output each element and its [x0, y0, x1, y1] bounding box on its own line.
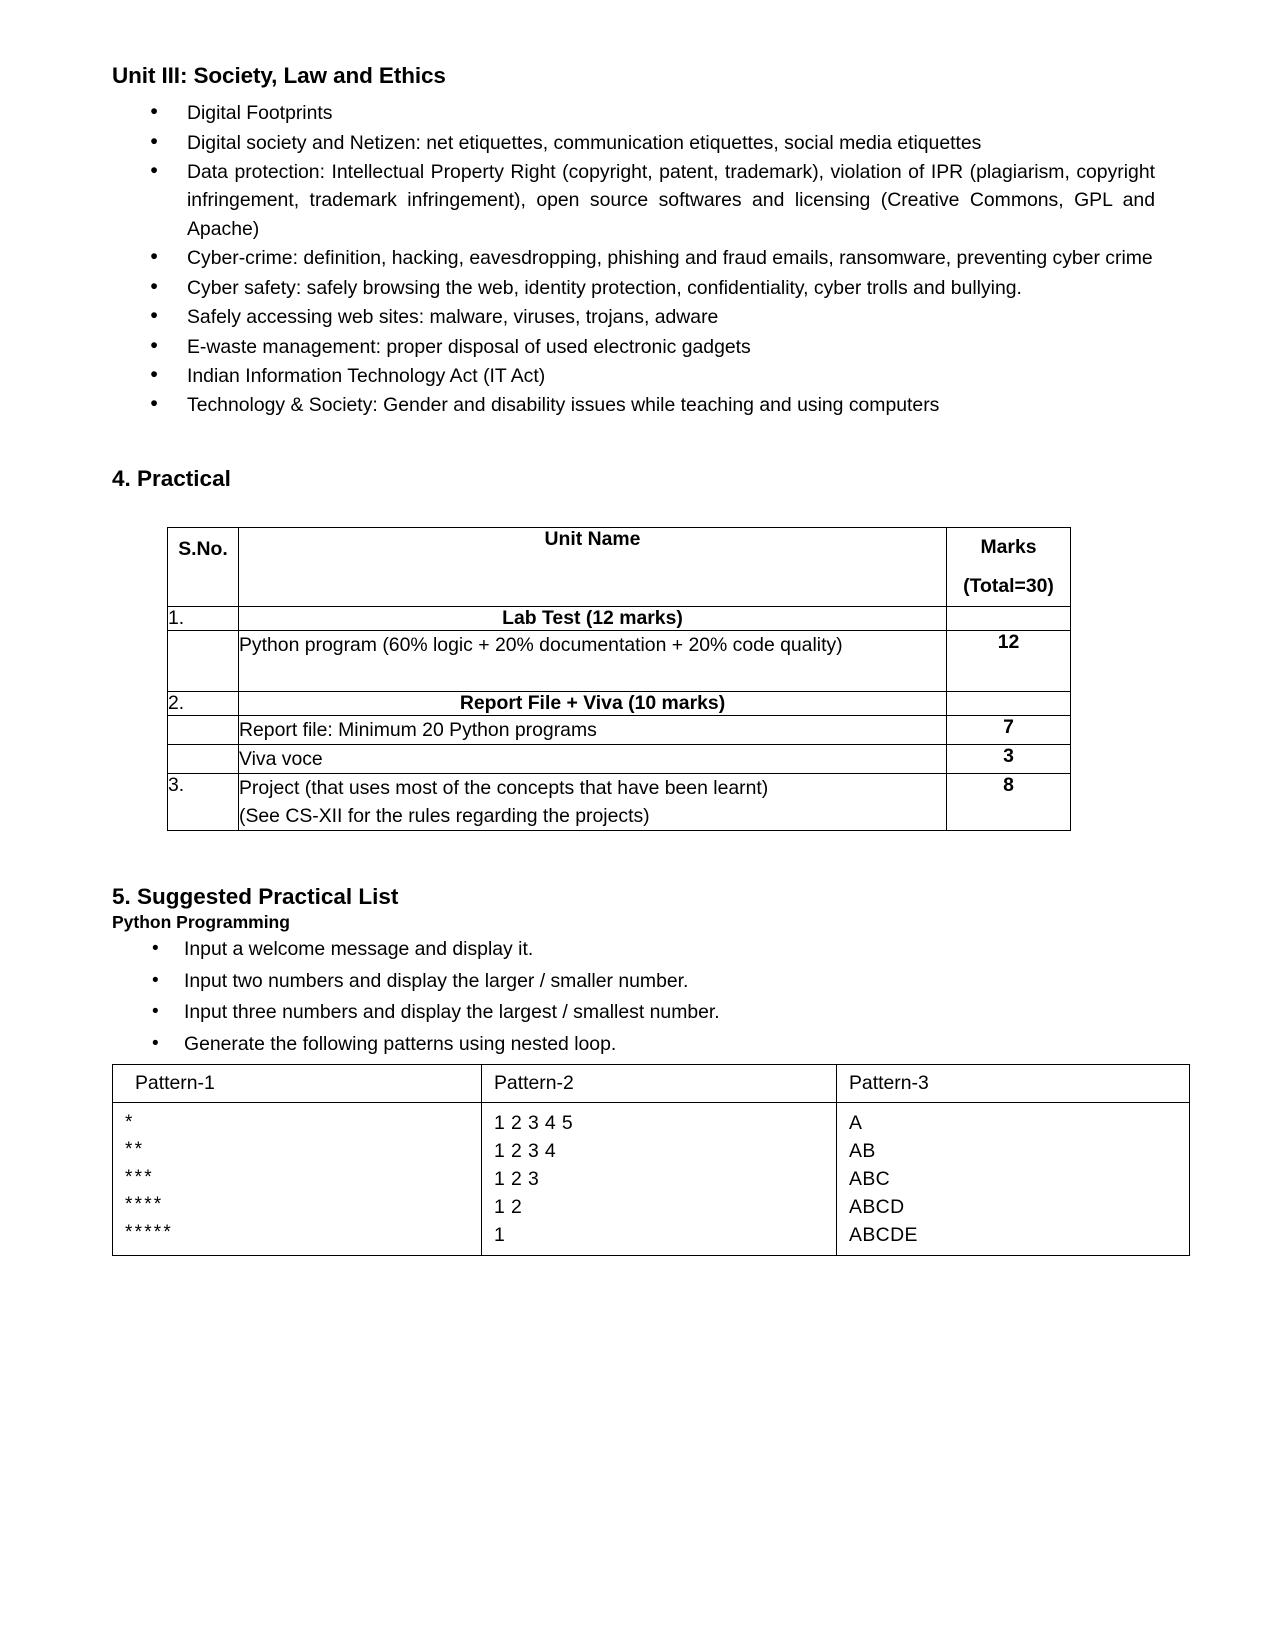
project-line-1: Project (that uses most of the concepts that have been learnt): [239, 776, 769, 799]
pattern-line: 1 2: [494, 1196, 523, 1219]
marks-label: Marks: [980, 535, 1037, 558]
cell-sno: [168, 715, 239, 744]
pattern-line: *****: [125, 1221, 173, 1243]
project-line-2: (See CS-XII for the rules regarding the projects): [239, 804, 650, 827]
list-item: ● Cyber safety: safely browsing the web, identity protection, confidentiality, cyber trolls and bullying.: [112, 274, 1155, 302]
pattern-line: ABC: [849, 1167, 891, 1190]
suggested-subheading: Python Programming: [112, 912, 290, 933]
pattern-body-row: [113, 1102, 1190, 1256]
table-row: [168, 691, 1071, 715]
list-item: ● Digital society and Netizen: net etiquettes, communication etiquettes, social media etiquettes: [112, 129, 1155, 157]
pattern-line: *: [125, 1111, 135, 1133]
cell-sno: 1.: [168, 606, 239, 630]
pattern-line: **: [125, 1139, 145, 1161]
cell-marks: 7: [947, 715, 1071, 744]
list-item: • Input a welcome message and display it.: [112, 934, 1155, 965]
unit-heading: Unit III: Society, Law and Ethics: [112, 63, 446, 88]
pattern-line: ABCD: [849, 1196, 905, 1219]
cell-sno: [168, 630, 239, 691]
spacer: [112, 493, 1155, 527]
pattern-line: 1 2 3 4: [494, 1139, 557, 1162]
list-item: ● Cyber-crime: definition, hacking, eavesdropping, phishing and fraud emails, ransomware, preventing cyber crime: [112, 244, 1155, 272]
list-item: • Generate the following patterns using nested loop.: [112, 1029, 1155, 1060]
cell-group-title: Lab Test (12 marks): [239, 606, 947, 630]
list-item: ● Digital Footprints: [112, 99, 1155, 127]
cell-marks: 12: [947, 630, 1071, 691]
practical-marks-table: [167, 527, 1071, 831]
list-item: • Input two numbers and display the larger / smaller number.: [112, 966, 1155, 997]
marks-total-label: (Total=30): [963, 574, 1054, 597]
pattern-header-row: [113, 1064, 1190, 1102]
unit-bullet-list: [112, 99, 1155, 420]
table-row: [168, 606, 1071, 630]
table-row: [168, 744, 1071, 773]
pattern-header-3: Pattern-3: [837, 1064, 1190, 1102]
pattern-line: 1 2 3: [494, 1167, 540, 1190]
pattern-line: 1 2 3 4 5: [494, 1111, 574, 1134]
cell-sno: 3.: [168, 773, 239, 830]
suggested-practical-list: [112, 934, 1155, 1060]
table-row: [168, 715, 1071, 744]
pattern-2-lines: [494, 1109, 830, 1250]
suggested-heading: 5. Suggested Practical List: [112, 884, 399, 910]
table-row: [168, 773, 1071, 830]
pattern-line: ABCDE: [849, 1224, 918, 1247]
pattern-line: A: [849, 1111, 863, 1134]
pattern-3-lines: [849, 1109, 1183, 1250]
cell-marks: [947, 691, 1071, 715]
cell-group-title: Report File + Viva (10 marks): [239, 691, 947, 715]
pattern-cell-3: [837, 1102, 1190, 1256]
cell-project: [239, 773, 947, 830]
pattern-table: [112, 1064, 1190, 1257]
list-item: ● Indian Information Technology Act (IT Act): [112, 362, 1155, 390]
pattern-line: ****: [125, 1194, 164, 1216]
pattern-line: ***: [125, 1166, 154, 1188]
header-cell-sno: S.No.: [168, 527, 239, 606]
header-cell-marks: [947, 527, 1071, 606]
practical-heading: 4. Practical: [112, 465, 231, 491]
cell-item-text: Python program (60% logic + 20% documentation + 20% code quality): [239, 630, 947, 691]
pattern-1-lines: [125, 1109, 475, 1247]
cell-item-text: Report file: Minimum 20 Python programs: [239, 715, 947, 744]
table-header-row: [168, 527, 1071, 606]
cell-sno: [168, 744, 239, 773]
list-item: • Input three numbers and display the largest / smallest number.: [112, 997, 1155, 1028]
cell-item-text: Viva voce: [239, 744, 947, 773]
list-item: ● Safely accessing web sites: malware, viruses, trojans, adware: [112, 303, 1155, 331]
header-cell-unit-name: Unit Name: [239, 527, 947, 606]
cell-marks: [947, 606, 1071, 630]
cell-marks: 3: [947, 744, 1071, 773]
table-row: [168, 630, 1071, 691]
pattern-cell-2: [482, 1102, 837, 1256]
pattern-line: 1: [494, 1224, 506, 1247]
pattern-line: AB: [849, 1139, 876, 1162]
spacer: [112, 421, 1155, 465]
list-item: ● E-waste management: proper disposal of used electronic gadgets: [112, 333, 1155, 361]
list-item: ● Technology & Society: Gender and disability issues while teaching and using computers: [112, 391, 1155, 419]
list-item: ● Data protection: Intellectual Property Right (copyright, patent, trademark), violation of IPR (plagiarism, copyright infringement, trademark infringement), open source softwares and licensing (Creative Commons, GPL and Apache): [112, 158, 1155, 243]
pattern-header-1: Pattern-1: [113, 1064, 482, 1102]
cell-marks: 8: [947, 773, 1071, 830]
pattern-cell-1: [113, 1102, 482, 1256]
spacer: [112, 831, 1155, 883]
cell-sno: 2.: [168, 691, 239, 715]
pattern-header-2: Pattern-2: [482, 1064, 837, 1102]
